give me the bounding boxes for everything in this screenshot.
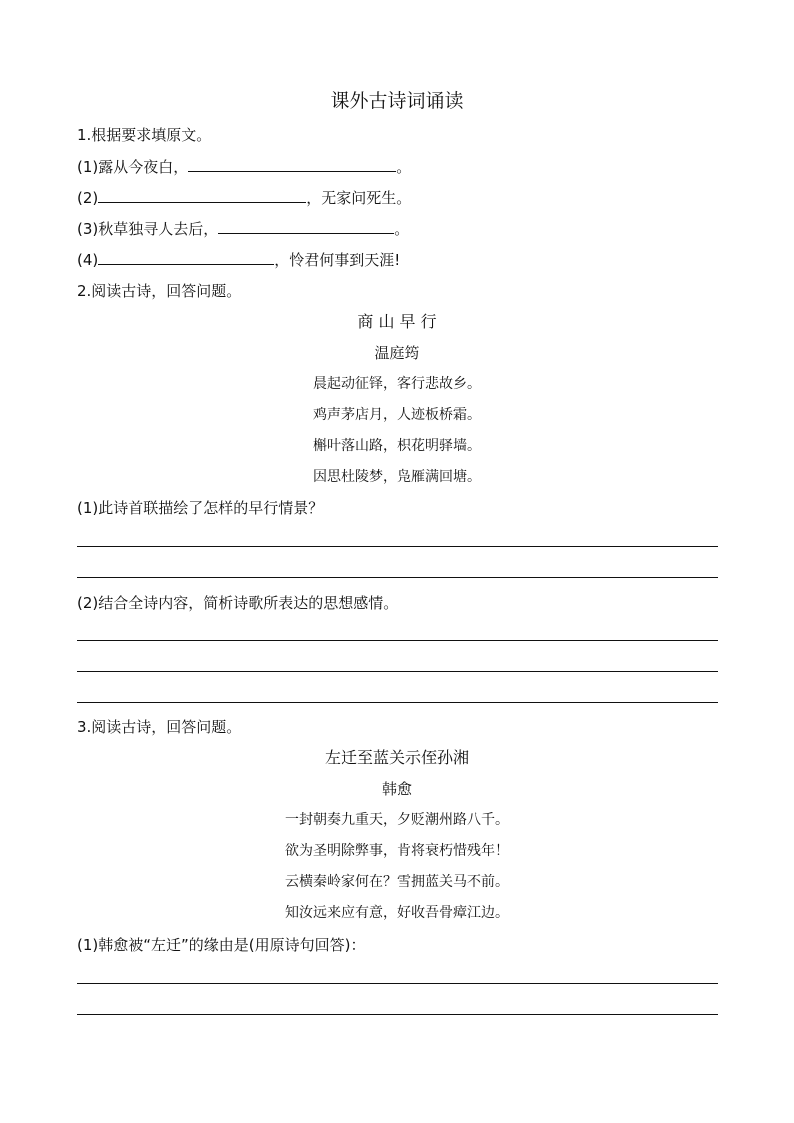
q1-item-2-post: ，无家问死生。: [306, 189, 412, 207]
q1-item-2: [77, 188, 411, 207]
answer-line[interactable]: [77, 671, 718, 672]
q3-poem-line-1: 一封朝奏九重天，夕贬潮州路八千。: [285, 812, 509, 828]
q3-poem-line-2: 欲为圣明除弊事，肯将衰朽惜残年！: [285, 843, 509, 859]
q3-poem-line-4: 知汝远来应有意，好收吾骨瘴江边。: [285, 905, 509, 921]
q1-item-1-post: 。: [396, 158, 412, 176]
q2-poem-title: 商 山 早 行: [357, 312, 437, 331]
q1-item-3-post: 。: [394, 220, 410, 238]
q2-poem-line-4: 因思杜陵梦，凫雁满回塘。: [313, 469, 481, 485]
q1-item-2-blank[interactable]: [98, 188, 306, 203]
q2-prompt: 2.阅读古诗，回答问题。: [77, 282, 242, 300]
q3-prompt: 3.阅读古诗，回答问题。: [77, 718, 242, 736]
q3-sub1-question: (1)韩愈被“左迁”的缘由是(用原诗句回答)：: [77, 936, 366, 954]
answer-line[interactable]: [77, 702, 718, 703]
q1-item-4: [77, 250, 400, 269]
q1-item-4-pre: (4): [77, 251, 99, 269]
answer-line[interactable]: [77, 983, 718, 984]
q1-item-4-post: ，怜君何事到天涯!: [274, 251, 401, 269]
q1-item-2-pre: (2): [77, 189, 99, 207]
q1-item-1-blank[interactable]: [188, 157, 396, 172]
q3-poem-line-3: 云横秦岭家何在？雪拥蓝关马不前。: [285, 874, 509, 890]
q2-poem-line-1: 晨起动征铎，客行悲故乡。: [313, 376, 481, 392]
document-title: 课外古诗词诵读: [330, 90, 464, 112]
q2-poem-author: 温庭筠: [374, 344, 420, 362]
q1-prompt: 1.根据要求填原文。: [77, 126, 212, 144]
q1-item-3: [77, 219, 409, 238]
q2-poem-line-2: 鸡声茅店月，人迹板桥霜。: [313, 407, 481, 423]
answer-line[interactable]: [77, 640, 718, 641]
answer-line[interactable]: [77, 577, 718, 578]
answer-line[interactable]: [77, 1014, 718, 1015]
q3-poem-title: 左迁至蓝关示侄孙湘: [324, 748, 469, 767]
q1-item-1-pre: (1)露从今夜白，: [77, 158, 189, 176]
q2-poem-line-3: 槲叶落山路，枳花明驿墙。: [313, 438, 481, 454]
q2-sub1-question: (1)此诗首联描绘了怎样的早行情景？: [77, 499, 324, 517]
answer-line[interactable]: [77, 546, 718, 547]
q1-item-1: [77, 157, 411, 176]
q1-item-4-blank[interactable]: [98, 250, 274, 265]
q2-sub2-question: (2)结合全诗内容，简析诗歌所表达的思想感情。: [77, 594, 399, 612]
q3-poem-author: 韩愈: [381, 780, 412, 798]
q1-item-3-pre: (3)秋草独寻人去后，: [77, 220, 219, 238]
q1-item-3-blank[interactable]: [218, 219, 394, 234]
